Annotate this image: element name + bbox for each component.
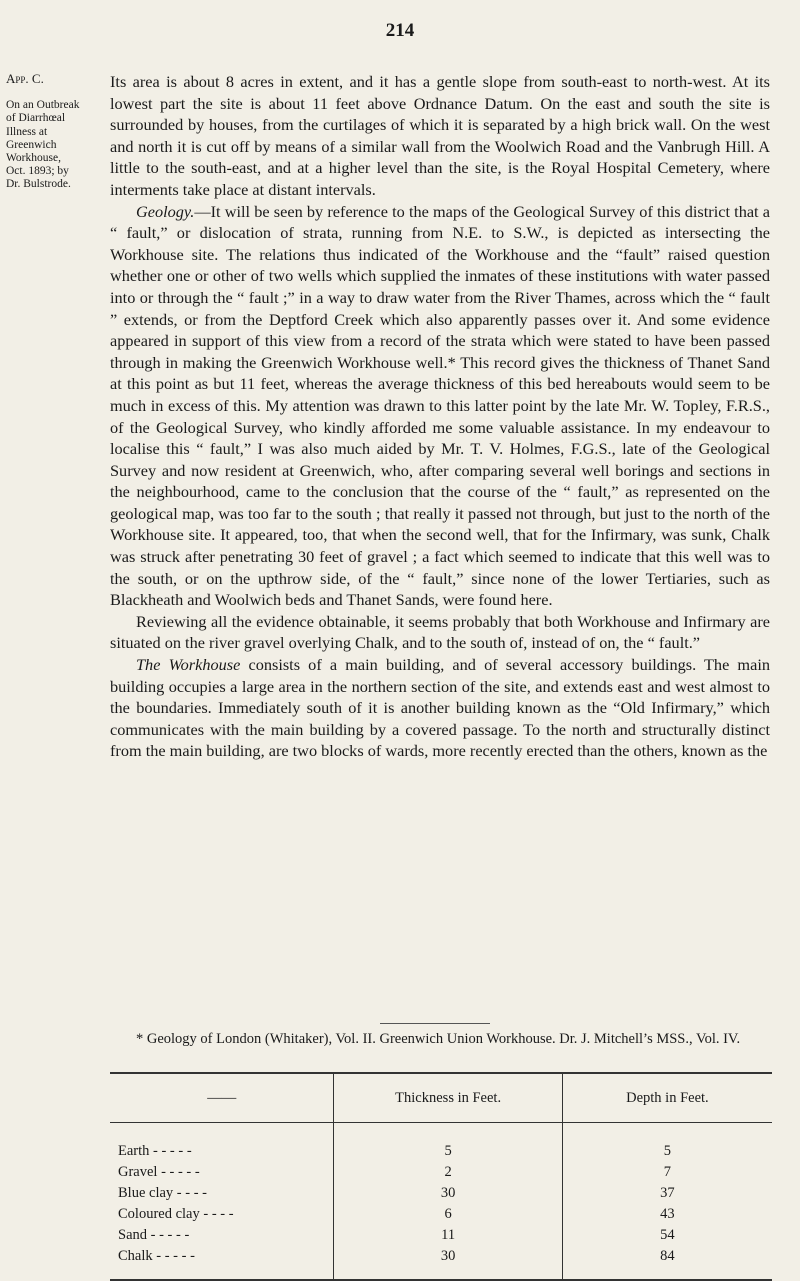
margin-note-line: Illness at bbox=[6, 125, 48, 138]
section-heading-workhouse: The Workhouse bbox=[136, 655, 241, 675]
table-row bbox=[110, 1204, 772, 1225]
depth-cell: 54 bbox=[562, 1225, 772, 1246]
stratum-cell: Coloured clay - - - - bbox=[118, 1206, 234, 1222]
paragraph-geology bbox=[110, 201, 770, 611]
table-row bbox=[110, 1162, 772, 1183]
margin-note-line: Greenwich bbox=[6, 138, 57, 151]
strata-table bbox=[110, 1072, 772, 1281]
paragraph-text: Its area is about 8 acres in extent, and it has a gentle slope from south-east to north-west. At its lowest part the site is about 11 feet above Ordnance Datum. On the east and south the site is surrounded by houses, from the curtilages of which it is separated by a high brick wall. On the west and north it is cut off by means of a similar wall from the Woolwich Road and the Vanbrugh Hill. A little to the south-east, and at a higher level than the site, is the Royal Hospital Cemetery, where interments take place at distant intervals. bbox=[110, 72, 770, 199]
depth-cell: 37 bbox=[562, 1183, 772, 1204]
stratum-cell: Earth - - - - - bbox=[118, 1143, 192, 1159]
thickness-cell: 2 bbox=[334, 1162, 562, 1183]
section-heading-geology: Geology. bbox=[136, 201, 195, 221]
table-row bbox=[110, 1246, 772, 1280]
thickness-cell: 6 bbox=[334, 1204, 562, 1225]
table-header-thickness: Thickness in Feet. bbox=[334, 1073, 562, 1123]
paragraph-review bbox=[110, 611, 770, 654]
paragraph-workhouse bbox=[110, 654, 770, 762]
table-header-row bbox=[110, 1073, 772, 1123]
margin-note-line: of Diarrhœal bbox=[6, 112, 66, 125]
margin-note-line: Dr. Bulstrode. bbox=[6, 178, 71, 191]
depth-cell: 84 bbox=[562, 1246, 772, 1280]
depth-cell: 5 bbox=[562, 1123, 772, 1163]
table-header-stratum: —— bbox=[110, 1073, 334, 1123]
paragraph-text: consists of a main building, and of several accessory buildings. The main building occupies a large area in the northern section of the site, and extends east and west almost to the boundaries. Immediately south of it is another building known as the “Old Infirmary,” which communicates with the main building by a covered passage. To the north and structurally distinct from the main building, are two blocks of wards, more recently erected than the others, known as the bbox=[110, 655, 770, 761]
page-number: 214 bbox=[385, 20, 415, 41]
thickness-cell: 11 bbox=[334, 1225, 562, 1246]
table-row bbox=[110, 1123, 772, 1163]
paragraph-site bbox=[110, 71, 770, 201]
stratum-cell: Sand - - - - - bbox=[118, 1227, 190, 1243]
table-row bbox=[110, 1225, 772, 1246]
table-header-depth: Depth in Feet. bbox=[562, 1073, 772, 1123]
strata-table-wrapper bbox=[110, 1072, 772, 1281]
stratum-cell: Blue clay - - - - bbox=[118, 1185, 207, 1201]
depth-cell: 7 bbox=[562, 1162, 772, 1183]
appendix-label: App. C. bbox=[6, 71, 44, 86]
stratum-cell: Gravel - - - - - bbox=[118, 1164, 200, 1180]
depth-cell: 43 bbox=[562, 1204, 772, 1225]
footnote-divider bbox=[380, 1023, 490, 1024]
thickness-cell: 30 bbox=[334, 1183, 562, 1204]
margin-notes bbox=[6, 72, 102, 192]
margin-note-line: Workhouse, bbox=[6, 152, 61, 165]
paragraph-text: —It will be seen by reference to the maps of the Geological Survey of this district that a “ fault,” or dislocation of strata, running from N.E. to S.W., is depicted as intersecting the Workhouse site. The relations thus indicated of the Workhouse and the “fault” raised question whether one or other of two wells which supplied the inmates of these institutions with water passed into or through the “ fault ;” in a way to draw water from the River Thames, across which the “ fault ” extends, or from the Deptford Creek which also apparently passes over it. And some evidence appeared in support of this view from a record of the strata which were stated to have been passed through in making the Greenwich Workhouse well.* This record gives the thickness of Thanet Sand at this point as but 11 feet, whereas the average thickness of this bed hereabouts would seem to be much in excess of this. My attention was drawn to this latter point by the late Mr. W. Topley, F.R.S., of the Geological Survey, who kindly afforded me some valuable assistance. In my endeavour to localise this “ fault,” I was also much aided by Mr. T. V. Holmes, F.G.S., late of the Geological Survey and now resident at Greenwich, who, after comparing several well borings and sections in the neighbourhood, came to the conclusion that the course of the “ fault,” as represented on the geological map, was too far to the south ; that really it passed not through, but just to the north of the Workhouse site. It appeared, too, that when the second well, that for the Infirmary, was sunk, Chalk was struck after penetrating 30 feet of gravel ; a fact which seemed to indicate that this well was to the south, or on the upthrow side, of the “ fault,” since none of the lower Tertiaries, such as Blackheath and Woolwich beds and Thanet Sands, were found here. bbox=[110, 201, 770, 610]
margin-note-line: Oct. 1893; by bbox=[6, 165, 69, 178]
margin-note-line: On an Outbreak bbox=[6, 99, 80, 112]
paragraph-text: Reviewing all the evidence obtainable, it seems probably that both Workhouse and Infirmary are situated on the river gravel overlying Chalk, and to the south of, instead of on, the “ fault.” bbox=[110, 611, 770, 653]
body-text bbox=[110, 71, 770, 762]
thickness-cell: 30 bbox=[334, 1246, 562, 1280]
footnote-text: * Geology of London (Whitaker), Vol. II. Greenwich Union Workhouse. Dr. J. Mitchell’s MSS., Vol. IV. bbox=[136, 1031, 741, 1047]
footnote bbox=[110, 1030, 770, 1048]
thickness-cell: 5 bbox=[334, 1123, 562, 1163]
table-row bbox=[110, 1183, 772, 1204]
stratum-cell: Chalk - - - - - bbox=[110, 1246, 334, 1280]
